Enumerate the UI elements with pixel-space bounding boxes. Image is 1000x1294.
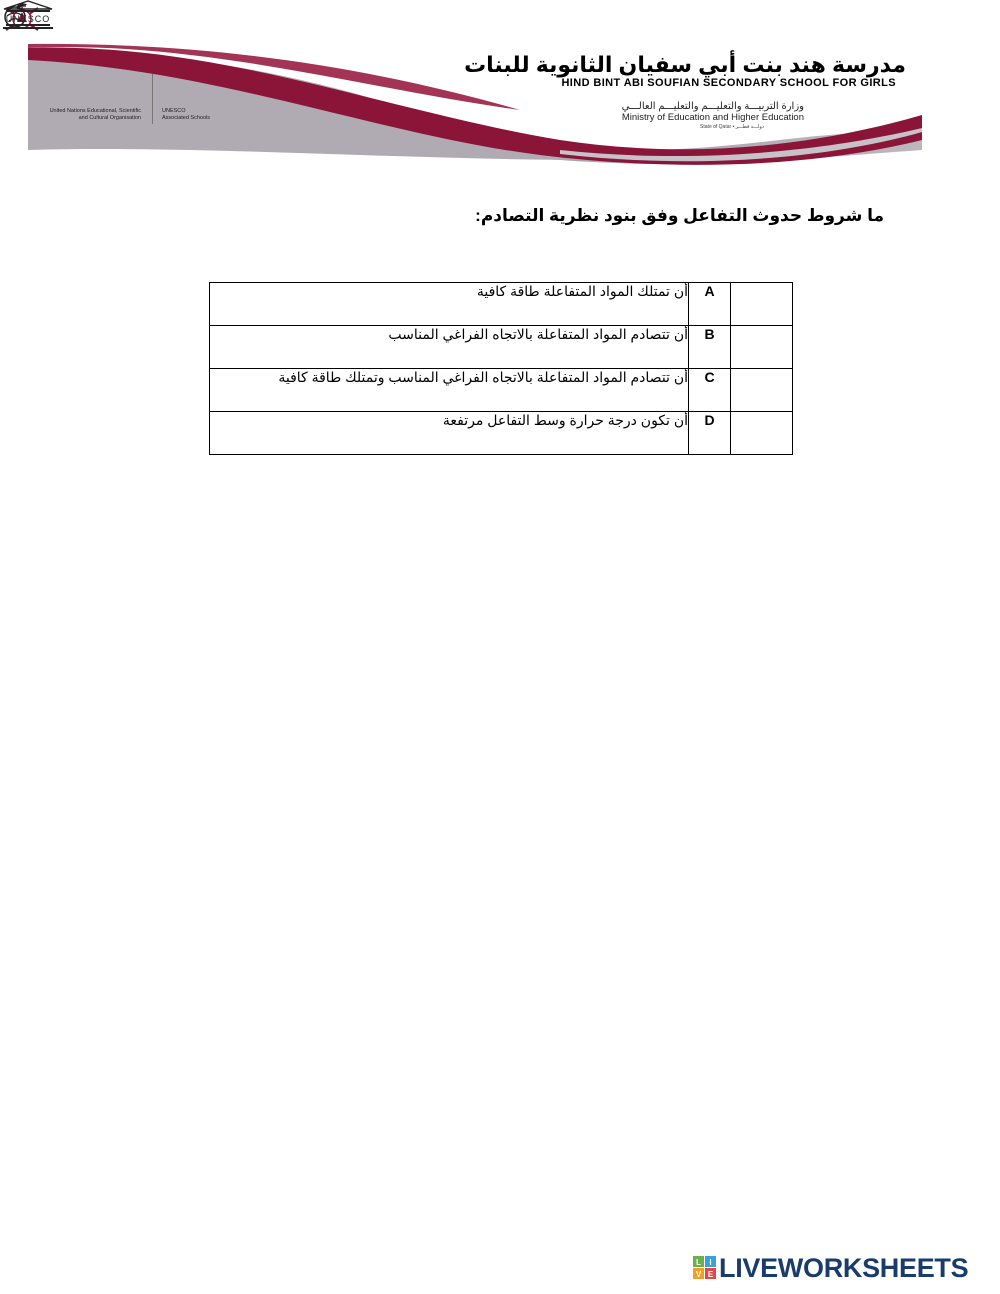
header-banner [0,0,1000,175]
option-text: أن تمتلك المواد المتفاعلة طاقة كافية [210,283,689,326]
unesco-caption: United Nations Educational, Scientific and Cultural Organisation [49,108,141,121]
svg-text:L: L [696,1258,701,1267]
associated-schools-icon [0,0,30,30]
liveworksheets-logo-icon [693,1256,717,1280]
question-text: ما شروط حدوث التفاعل وفق بنود نظرية التصادم: [475,206,884,225]
liveworksheets-brand[interactable]: LIVEWORKSHEETS [719,1253,969,1283]
option-text: أن تتصادم المواد المتفاعلة بالاتجاه الفراغي المناسب [210,326,689,369]
options-table [209,282,793,455]
option-text: أن تكون درجة حرارة وسط التفاعل مرتفعة [210,412,689,455]
ministry-name-arabic: وزارة التربيـــة والتعليـــم والتعليـــم العالـــي [621,101,804,112]
svg-text:I: I [709,1258,712,1267]
option-row-a [210,283,793,326]
svg-text:V: V [695,1270,702,1279]
option-letter: C [689,369,731,412]
option-letter: A [689,283,731,326]
answer-box-a[interactable] [731,283,793,326]
svg-text:E: E [707,1270,714,1279]
answer-box-b[interactable] [731,326,793,369]
option-row-c [210,369,793,412]
option-letter: D [689,412,731,455]
option-text: أن تتصادم المواد المتفاعلة بالاتجاه الفراغي المناسب وتمتلك طاقة كافية [210,369,689,412]
option-row-d [210,412,793,455]
school-name-arabic: مدرسة هند بنت أبي سفيان الثانوية للبنات [464,52,906,77]
ministry-name-english: Ministry of Education and Higher Education [621,112,804,123]
school-name-english: HIND BINT ABI SOUFIAN SECONDARY SCHOOL FOR GIRLS [561,77,896,89]
logo-divider [152,74,153,124]
state-label: State of Qatar • دولـــة قطـــر [700,124,764,130]
answer-box-c[interactable] [731,369,793,412]
associated-schools-caption: UNESCO Associated Schools [162,108,210,121]
option-row-b [210,326,793,369]
answer-box-d[interactable] [731,412,793,455]
option-letter: B [689,326,731,369]
unesco-wordmark: UNESCO [5,14,51,24]
